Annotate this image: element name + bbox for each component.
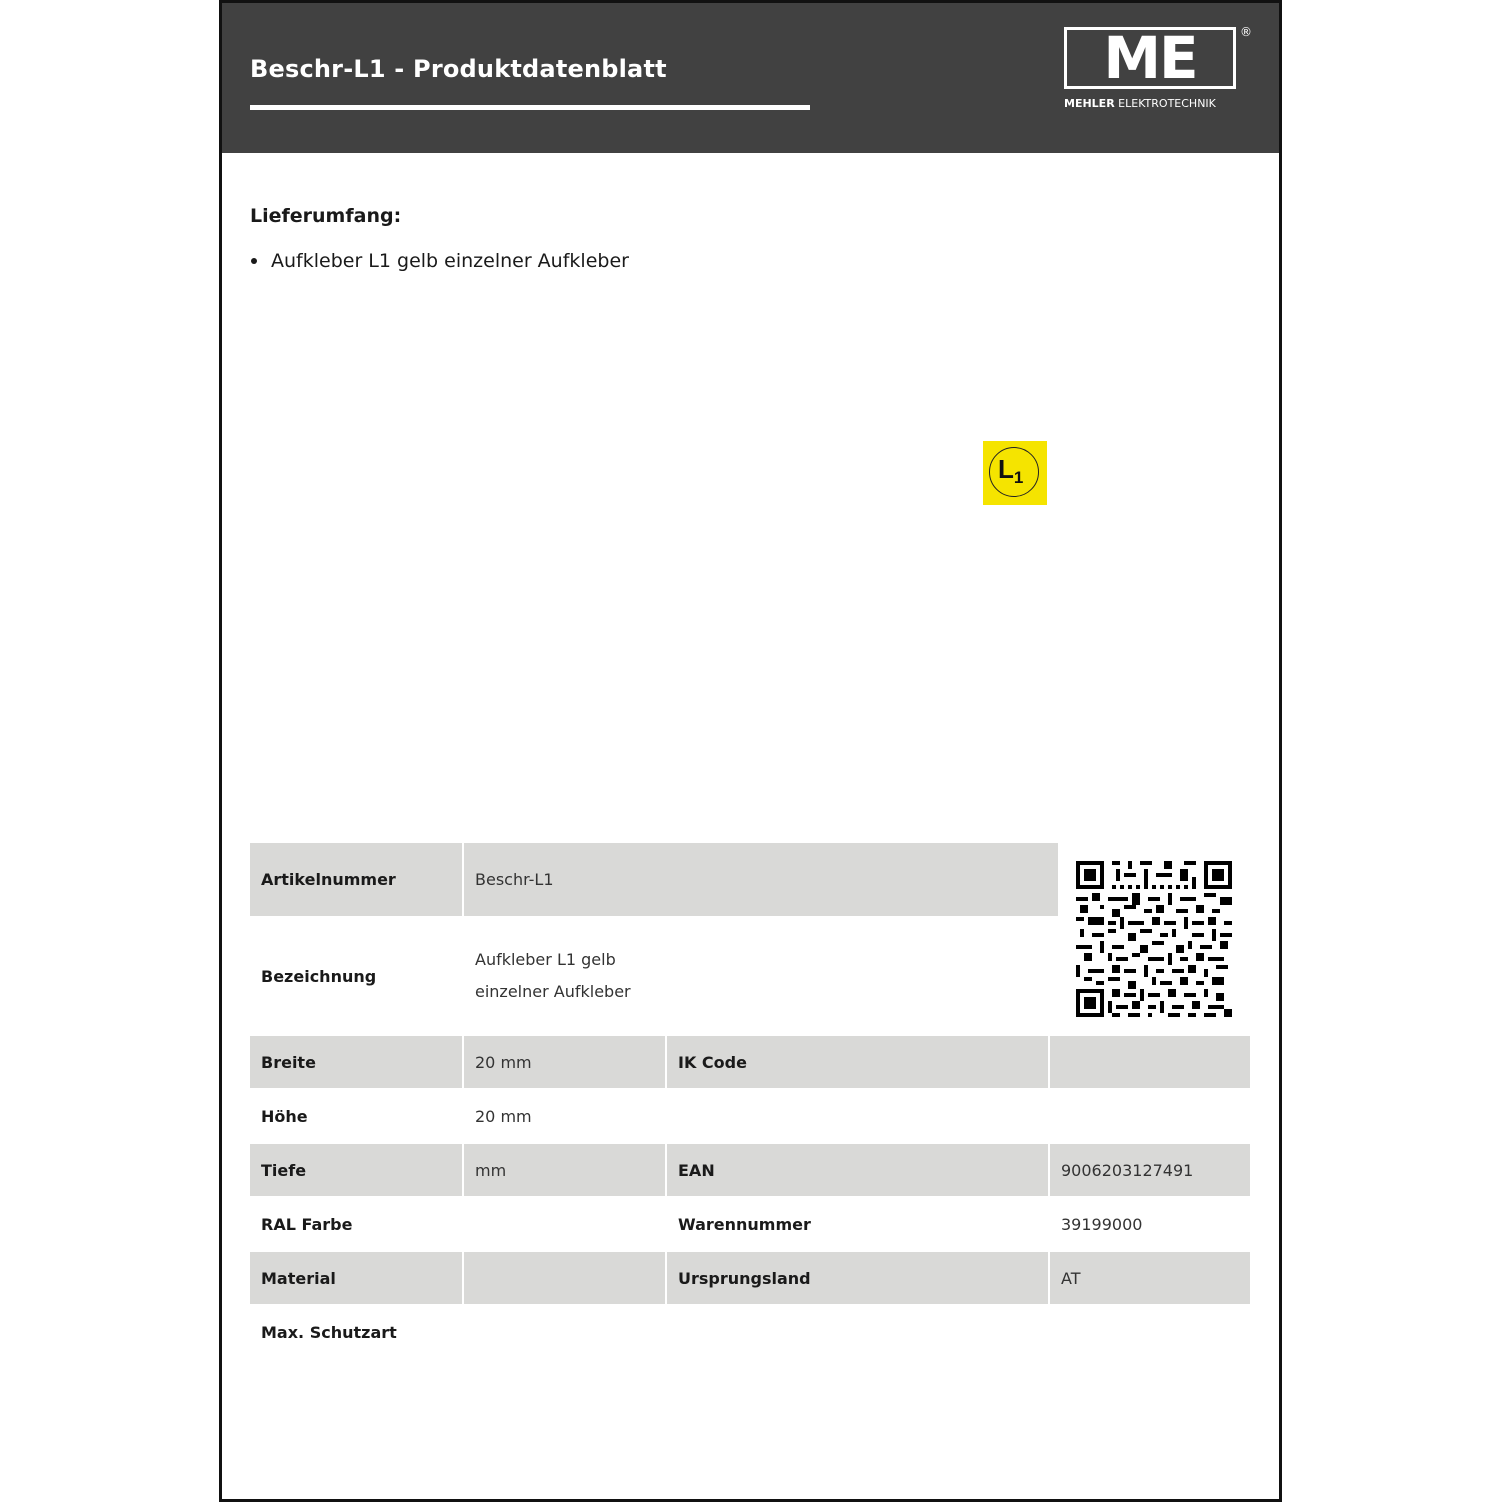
logo-brand: MEHLER (1064, 97, 1115, 110)
registered-mark: ® (1240, 25, 1252, 39)
scope-list-item: Aufkleber L1 gelb einzelner Aufkleber (250, 247, 629, 275)
qr-code (1076, 861, 1232, 1017)
brand-logo (1064, 24, 1254, 117)
scope-list (250, 247, 629, 275)
logo-brand-suffix: ELEKTROTECHNIK (1118, 97, 1216, 110)
spec-label-ral-color: RAL Farbe (261, 1214, 353, 1234)
spec-label-depth: Tiefe (250, 1144, 462, 1196)
spec-label-commodity-code: Warennummer (678, 1214, 811, 1234)
datasheet-page (219, 0, 1282, 1502)
spec-value-protection (464, 1306, 665, 1358)
spec-label-designation: Bezeichnung (261, 966, 377, 986)
spec-label-height: Höhe (261, 1106, 308, 1126)
spec-label-ean: EAN (667, 1144, 1048, 1196)
spec-value-designation-line1: Aufkleber L1 gelb (475, 950, 616, 969)
page-title: Beschr-L1 - Produktdatenblatt (250, 55, 667, 83)
sticker-label (998, 454, 1023, 488)
product-image-l1-sticker (983, 441, 1047, 505)
spec-value-article-number: Beschr-L1 (464, 843, 1058, 916)
spec-value-origin: AT (1050, 1252, 1250, 1304)
spec-value-ean: 9006203127491 (1050, 1144, 1250, 1196)
title-underline (250, 105, 810, 110)
scope-heading: Lieferumfang: (250, 205, 402, 227)
spec-value-width: 20 mm (464, 1036, 665, 1088)
spec-value-ik-code (1050, 1036, 1250, 1088)
spec-label-width: Breite (250, 1036, 462, 1088)
spec-value-designation-line2: einzelner Aufkleber (475, 982, 631, 1001)
spec-label-ik-code: IK Code (667, 1036, 1048, 1088)
spec-value-height: 20 mm (475, 1106, 532, 1126)
sticker-label-sub: 1 (1013, 468, 1024, 487)
spec-value-material (464, 1252, 665, 1304)
sticker-label-main: L (998, 454, 1014, 484)
spec-label-origin: Ursprungsland (667, 1252, 1048, 1304)
logo-mark: ME (1064, 27, 1236, 89)
header-bar (222, 3, 1279, 153)
spec-label-material: Material (250, 1252, 462, 1304)
spec-value-ral-color (464, 1198, 665, 1250)
spec-value-designation (464, 918, 1058, 1034)
spec-value-depth: mm (464, 1144, 665, 1196)
logo-wordmark (1064, 97, 1244, 110)
spec-label-protection: Max. Schutzart (261, 1322, 397, 1342)
spec-value-commodity-code: 39199000 (1061, 1214, 1143, 1234)
spec-label-article-number: Artikelnummer (250, 843, 462, 916)
